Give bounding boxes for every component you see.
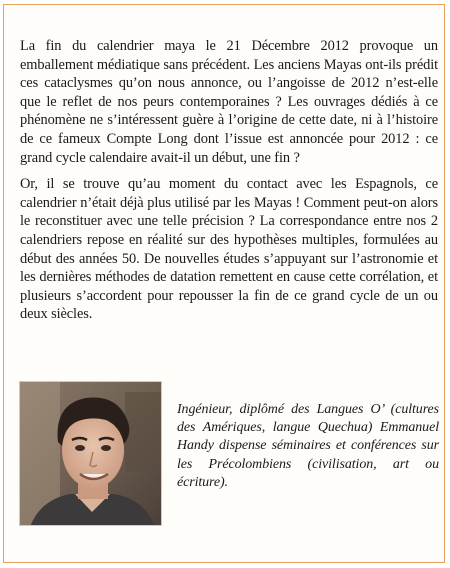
paragraph-intro: La fin du calendrier maya le 21 Décembre 2012 provoque un emballement médiatique sans précédent. Les anciens Mayas ont-ils prédit ces cataclysmes qu’on nous annonce, ou l’angoisse de 2012 n’est-elle que le reflet de nos peurs contemporaines ? Les ouvrages dédiés à ce phénomène ne s’intéressent guère à l’origine de cette date, ni à l’histoire de ce fameux Compte Long dont l’issue est annoncée pour 2012 : ce grand cycle calendaire avait-il un début, une fin ? xyxy=(20,38,438,166)
article-frame xyxy=(3,4,445,563)
author-block xyxy=(19,381,439,531)
author-bio: Ingénieur, diplômé des Langues O’ (cultures des Amériques, langue Quechua) Emmanuel Handy dispense séminaires et conférences sur les Précolombiens (civilisation, art ou écriture). xyxy=(177,402,439,490)
author-portrait-icon xyxy=(20,382,162,526)
author-photo xyxy=(19,381,162,526)
paragraph-correlation: Or, il se trouve qu’au moment du contact avec les Espagnols, ce calendrier n’était déjà plus utilisé par les Mayas ! Comment peut-on alors le reconstituer avec une telle précision ? La correspondance entre nos 2 calendriers repose en réalité sur des hypothèses multiples, formulées au début des années 50. De nouvelles études s’appuyant sur l’astronomie et les dernières méthodes de datation remettent en cause cette corrélation, et plusieurs s’accordent pour repousser la fin de ce grand cycle de un ou deux siècles. xyxy=(20,176,438,323)
article-body xyxy=(20,37,438,332)
